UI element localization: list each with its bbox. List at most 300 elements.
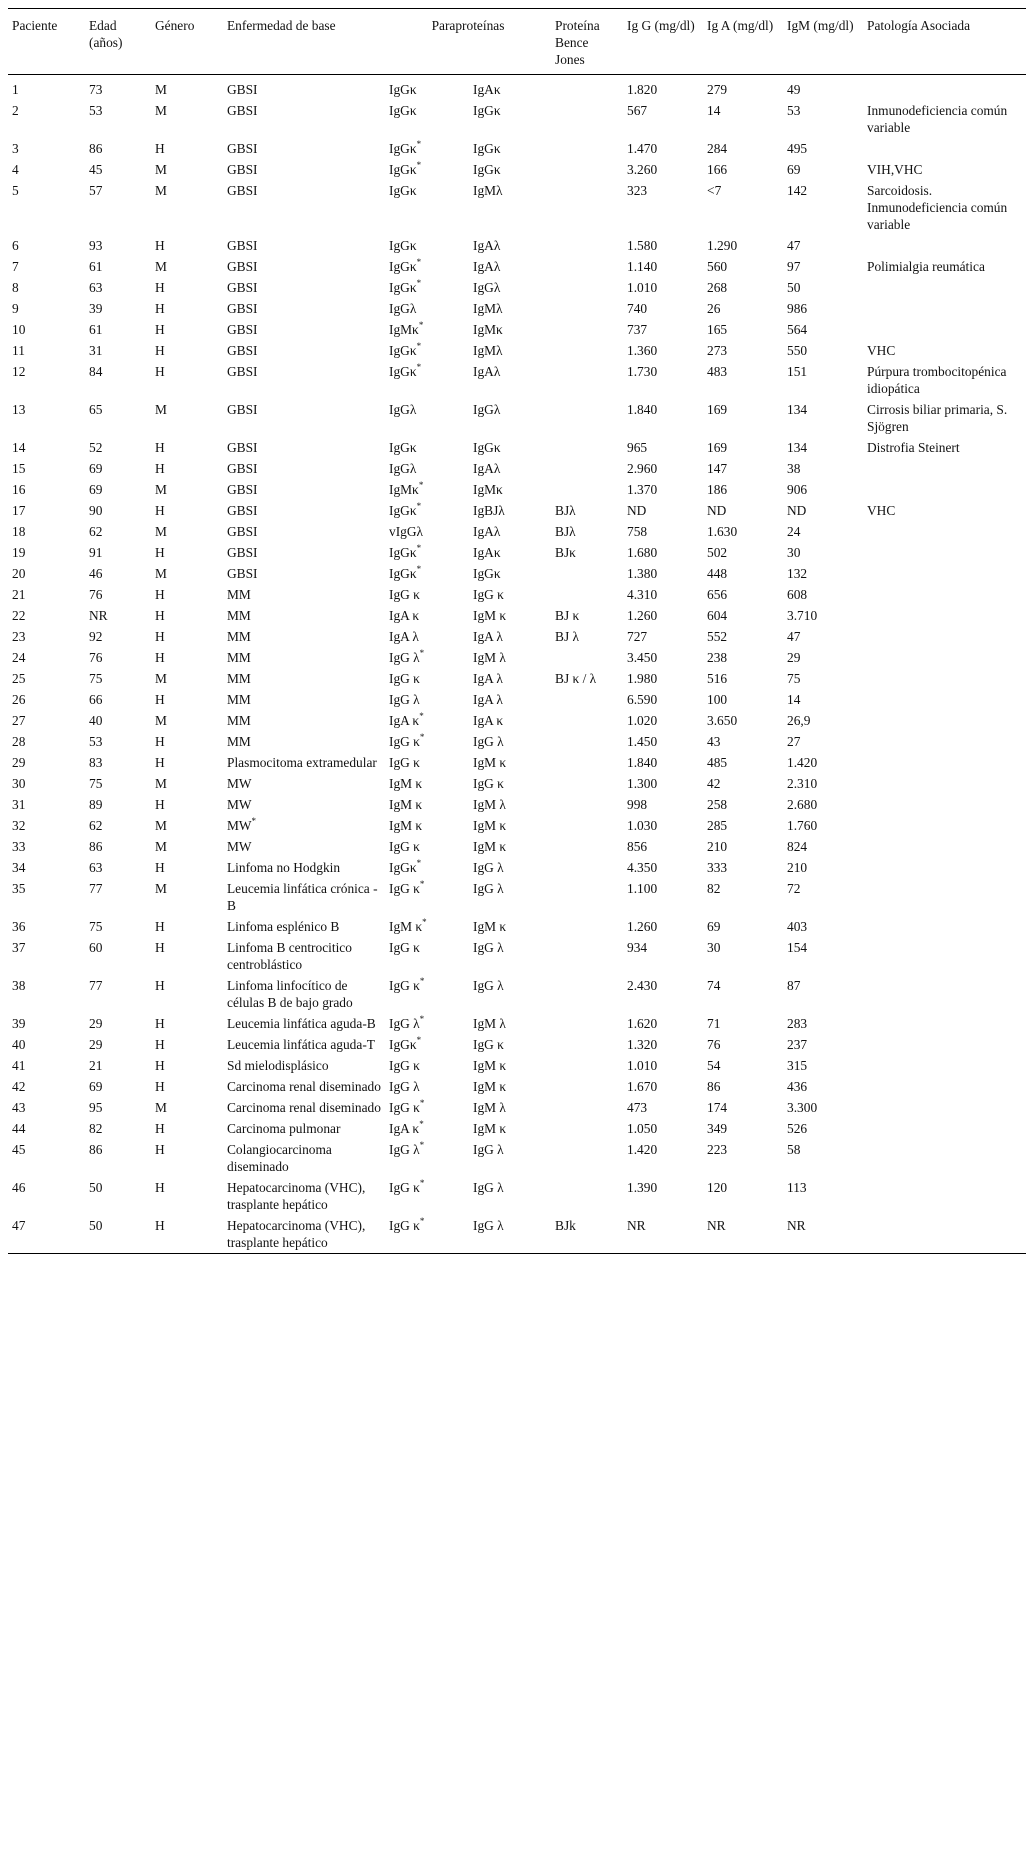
cell-genero-text: H — [155, 364, 165, 379]
paraprotein-table — [8, 8, 1026, 1254]
cell-edad — [85, 916, 151, 937]
cell-genero-text: H — [155, 141, 165, 156]
cell-edad-text: NR — [89, 608, 108, 623]
cell-patologia — [863, 458, 1026, 479]
cell-edad — [85, 752, 151, 773]
cell-iga-text: 210 — [707, 839, 728, 854]
cell-igg — [623, 689, 703, 710]
cell-paraproteina-1 — [385, 710, 469, 731]
cell-paciente-text: 22 — [12, 608, 26, 623]
cell-patologia — [863, 1118, 1026, 1139]
cell-igm — [783, 235, 863, 256]
cell-paraproteina-1 — [385, 340, 469, 361]
cell-iga — [703, 937, 783, 975]
cell-paraproteina-2-text: IgG λ — [473, 978, 504, 993]
cell-enfermedad — [223, 975, 385, 1013]
cell-igg — [623, 180, 703, 235]
cell-paciente — [8, 975, 85, 1013]
cell-paciente — [8, 1118, 85, 1139]
cell-iga-text: 268 — [707, 280, 728, 295]
cell-paraproteina-1 — [385, 500, 469, 521]
cell-igg-text: ND — [627, 503, 647, 518]
table-row — [8, 731, 1026, 752]
cell-patologia — [863, 1055, 1026, 1076]
cell-igg-text: 1.980 — [627, 671, 658, 686]
cell-paraproteina-2-text: IgA λ — [473, 629, 503, 644]
table-row — [8, 1013, 1026, 1034]
cell-paciente — [8, 710, 85, 731]
cell-igm — [783, 626, 863, 647]
cell-edad-text: 62 — [89, 818, 103, 833]
cell-edad-text: 76 — [89, 587, 103, 602]
table-row — [8, 479, 1026, 500]
table-row — [8, 1055, 1026, 1076]
cell-paciente — [8, 857, 85, 878]
cell-paraproteina-1-text: IgM κ — [389, 818, 423, 833]
cell-paciente — [8, 1139, 85, 1177]
cell-igm-text: 495 — [787, 141, 808, 156]
cell-igm — [783, 458, 863, 479]
cell-genero-text: H — [155, 940, 165, 955]
cell-paciente — [8, 256, 85, 277]
cell-paraproteina-2 — [469, 647, 551, 668]
cell-bence-jones-text: BJκ — [555, 545, 576, 560]
cell-genero — [151, 180, 223, 235]
cell-bence-jones — [551, 319, 623, 340]
cell-igg-text: 2.960 — [627, 461, 658, 476]
cell-paciente-text: 39 — [12, 1016, 26, 1031]
cell-enfermedad-text: GBSI — [227, 343, 258, 358]
cell-paraproteina-1 — [385, 752, 469, 773]
cell-paraproteina-1 — [385, 159, 469, 180]
cell-edad — [85, 1076, 151, 1097]
cell-igg-text: 856 — [627, 839, 648, 854]
cell-paraproteina-1-text: vIgGλ — [389, 524, 424, 539]
cell-enfermedad-text: Leucemia linfática aguda-T — [227, 1037, 375, 1052]
cell-genero — [151, 857, 223, 878]
table-row — [8, 1097, 1026, 1118]
cell-patologia — [863, 752, 1026, 773]
cell-genero — [151, 563, 223, 584]
cell-igg — [623, 319, 703, 340]
table-row — [8, 180, 1026, 235]
cell-edad — [85, 138, 151, 159]
cell-paraproteina-2 — [469, 1034, 551, 1055]
cell-igg-text: 737 — [627, 322, 648, 337]
header-igm: IgM (mg/dl) — [787, 18, 854, 33]
table-row — [8, 542, 1026, 563]
cell-iga — [703, 235, 783, 256]
cell-enfermedad-text: MW — [227, 818, 252, 833]
cell-paraproteina-1-text: IgG κ — [389, 755, 420, 770]
cell-igm — [783, 815, 863, 836]
cell-igm-text: 38 — [787, 461, 801, 476]
cell-bence-jones — [551, 437, 623, 458]
cell-iga — [703, 878, 783, 916]
cell-paraproteina-2-text: IgM λ — [473, 650, 506, 665]
cell-patologia — [863, 815, 1026, 836]
cell-igg-text: 1.010 — [627, 280, 658, 295]
cell-iga — [703, 1118, 783, 1139]
cell-paraproteina-2 — [469, 1076, 551, 1097]
cell-paraproteina-2-text: IgM κ — [473, 755, 507, 770]
cell-genero — [151, 319, 223, 340]
cell-paraproteina-2-text: IgG λ — [473, 734, 504, 749]
cell-edad — [85, 1055, 151, 1076]
cell-igg — [623, 1034, 703, 1055]
cell-genero — [151, 1118, 223, 1139]
cell-patologia — [863, 836, 1026, 857]
cell-paciente — [8, 180, 85, 235]
cell-igg — [623, 340, 703, 361]
cell-iga-text: 258 — [707, 797, 728, 812]
cell-igg — [623, 710, 703, 731]
cell-paraproteina-2-text: IgG λ — [473, 881, 504, 896]
cell-bence-jones — [551, 752, 623, 773]
cell-genero — [151, 1055, 223, 1076]
cell-edad — [85, 437, 151, 458]
cell-paciente — [8, 298, 85, 319]
cell-enfermedad-text: GBSI — [227, 566, 258, 581]
cell-iga-text: 165 — [707, 322, 728, 337]
cell-igg — [623, 100, 703, 138]
cell-edad-text: 90 — [89, 503, 103, 518]
cell-paraproteina-1 — [385, 479, 469, 500]
cell-enfermedad-text: GBSI — [227, 82, 258, 97]
cell-paraproteina-2-text: IgMλ — [473, 343, 503, 358]
cell-paraproteina-2 — [469, 752, 551, 773]
cell-paraproteina-2-text: IgGκ — [473, 141, 501, 156]
cell-igm — [783, 361, 863, 399]
cell-iga-text: 552 — [707, 629, 728, 644]
cell-genero-text: M — [155, 82, 167, 97]
cell-edad-text: 52 — [89, 440, 103, 455]
cell-iga — [703, 399, 783, 437]
table-row — [8, 138, 1026, 159]
cell-paciente-text: 37 — [12, 940, 26, 955]
cell-edad-text: 91 — [89, 545, 103, 560]
cell-edad-text: 50 — [89, 1218, 103, 1233]
cell-igm — [783, 319, 863, 340]
cell-enfermedad-text: Carcinoma renal diseminado — [227, 1100, 381, 1115]
cell-paciente-text: 30 — [12, 776, 26, 791]
cell-paraproteina-2 — [469, 159, 551, 180]
cell-bence-jones — [551, 878, 623, 916]
cell-paciente — [8, 1034, 85, 1055]
cell-edad — [85, 521, 151, 542]
cell-iga — [703, 626, 783, 647]
cell-paraproteina-2 — [469, 626, 551, 647]
cell-enfermedad-text: Carcinoma renal diseminado — [227, 1079, 381, 1094]
cell-paraproteina-2 — [469, 1139, 551, 1177]
cell-enfermedad-text: Carcinoma pulmonar — [227, 1121, 341, 1136]
cell-paraproteina-2-text: IgG λ — [473, 940, 504, 955]
cell-genero — [151, 298, 223, 319]
cell-paciente — [8, 100, 85, 138]
cell-paraproteina-1 — [385, 1097, 469, 1118]
cell-igg — [623, 773, 703, 794]
table-row — [8, 521, 1026, 542]
table-row — [8, 975, 1026, 1013]
cell-paciente-text: 7 — [12, 259, 19, 274]
cell-patologia — [863, 180, 1026, 235]
cell-genero — [151, 916, 223, 937]
cell-igg-text: 998 — [627, 797, 648, 812]
cell-igm-text: 26,9 — [787, 713, 811, 728]
cell-igg-text: 1.370 — [627, 482, 658, 497]
cell-iga-text: 516 — [707, 671, 728, 686]
cell-edad-text: 29 — [89, 1016, 103, 1031]
cell-enfermedad — [223, 605, 385, 626]
cell-enfermedad-text: GBSI — [227, 238, 258, 253]
cell-paraproteina-2-text: IgG λ — [473, 860, 504, 875]
cell-iga-text: 656 — [707, 587, 728, 602]
cell-patologia — [863, 500, 1026, 521]
cell-iga-text: 238 — [707, 650, 728, 665]
cell-igg — [623, 479, 703, 500]
cell-paraproteina-2 — [469, 521, 551, 542]
cell-edad — [85, 1177, 151, 1215]
cell-iga — [703, 647, 783, 668]
cell-patologia — [863, 916, 1026, 937]
table-row — [8, 689, 1026, 710]
cell-paraproteina-2 — [469, 180, 551, 235]
cell-paraproteina-2 — [469, 256, 551, 277]
cell-paciente — [8, 361, 85, 399]
cell-bence-jones — [551, 605, 623, 626]
cell-paraproteina-2 — [469, 916, 551, 937]
cell-genero-text: H — [155, 1142, 165, 1157]
cell-igg-text: 1.050 — [627, 1121, 658, 1136]
cell-igg-text: 1.390 — [627, 1180, 658, 1195]
footnote-marker: * — [419, 1215, 425, 1226]
cell-genero-text: H — [155, 587, 165, 602]
cell-enfermedad — [223, 1076, 385, 1097]
cell-paraproteina-2-text: IgM λ — [473, 1016, 506, 1031]
cell-paraproteina-1 — [385, 794, 469, 815]
cell-bence-jones — [551, 794, 623, 815]
cell-igg — [623, 458, 703, 479]
cell-paraproteina-1-text: IgM κ — [389, 919, 423, 934]
cell-enfermedad-text: GBSI — [227, 301, 258, 316]
cell-genero — [151, 1013, 223, 1034]
table-row — [8, 605, 1026, 626]
cell-paciente — [8, 752, 85, 773]
cell-paraproteina-1 — [385, 100, 469, 138]
cell-patologia — [863, 710, 1026, 731]
cell-paciente-text: 25 — [12, 671, 26, 686]
cell-iga — [703, 100, 783, 138]
cell-iga — [703, 298, 783, 319]
table-row — [8, 1177, 1026, 1215]
cell-iga — [703, 752, 783, 773]
cell-paraproteina-1 — [385, 361, 469, 399]
cell-enfermedad — [223, 340, 385, 361]
cell-igm — [783, 937, 863, 975]
cell-paciente-text: 23 — [12, 629, 26, 644]
cell-edad-text: 66 — [89, 692, 103, 707]
cell-paciente — [8, 159, 85, 180]
cell-iga-text: 43 — [707, 734, 721, 749]
cell-patologia — [863, 159, 1026, 180]
cell-paraproteina-1-text: IgGκ — [389, 1037, 417, 1052]
footnote-marker: * — [416, 542, 422, 553]
cell-igm-text: 526 — [787, 1121, 808, 1136]
cell-enfermedad-text: MM — [227, 671, 251, 686]
cell-bence-jones — [551, 340, 623, 361]
cell-genero-text: H — [155, 919, 165, 934]
cell-paraproteina-1-text: IgG λ — [389, 650, 420, 665]
cell-enfermedad-text: GBSI — [227, 103, 258, 118]
cell-genero — [151, 1139, 223, 1177]
cell-paraproteina-2-text: IgG λ — [473, 1180, 504, 1195]
cell-paciente-text: 10 — [12, 322, 26, 337]
cell-paraproteina-1 — [385, 1215, 469, 1254]
cell-igm-text: ND — [787, 503, 807, 518]
cell-paraproteina-1-text: IgG κ — [389, 1100, 420, 1115]
cell-paraproteina-1-text: IgGκ — [389, 82, 417, 97]
cell-bence-jones-text: BJλ — [555, 524, 576, 539]
cell-igg-text: 3.450 — [627, 650, 658, 665]
cell-igm — [783, 1139, 863, 1177]
cell-igm-text: 50 — [787, 280, 801, 295]
footnote-marker: * — [416, 340, 422, 351]
cell-iga — [703, 500, 783, 521]
footnote-marker: * — [418, 319, 424, 330]
cell-enfermedad — [223, 1118, 385, 1139]
cell-edad-text: 73 — [89, 82, 103, 97]
cell-iga — [703, 340, 783, 361]
cell-genero — [151, 1034, 223, 1055]
cell-paraproteina-1-text: IgG λ — [389, 1142, 420, 1157]
cell-enfermedad-text: Linfoma esplénico B — [227, 919, 340, 934]
cell-paraproteina-1-text: IgGκ — [389, 440, 417, 455]
cell-paciente — [8, 75, 85, 101]
cell-paraproteina-2 — [469, 668, 551, 689]
cell-igm-text: 29 — [787, 650, 801, 665]
cell-paciente — [8, 340, 85, 361]
cell-enfermedad-text: GBSI — [227, 322, 258, 337]
cell-patologia — [863, 1139, 1026, 1177]
cell-iga-text: 166 — [707, 162, 728, 177]
cell-paciente-text: 43 — [12, 1100, 26, 1115]
cell-genero-text: H — [155, 860, 165, 875]
cell-paciente — [8, 479, 85, 500]
cell-enfermedad — [223, 626, 385, 647]
cell-paciente-text: 41 — [12, 1058, 26, 1073]
cell-edad — [85, 75, 151, 101]
cell-patologia-text: Polimialgia reumática — [867, 259, 985, 274]
cell-igm-text: 2.680 — [787, 797, 818, 812]
cell-enfermedad — [223, 180, 385, 235]
cell-enfermedad-text: GBSI — [227, 259, 258, 274]
cell-paraproteina-1 — [385, 975, 469, 1013]
cell-enfermedad — [223, 752, 385, 773]
cell-paciente — [8, 1076, 85, 1097]
cell-igm — [783, 605, 863, 626]
cell-igg — [623, 878, 703, 916]
cell-genero — [151, 626, 223, 647]
cell-edad — [85, 256, 151, 277]
cell-patologia-text: VIH,VHC — [867, 162, 923, 177]
cell-iga-text: 100 — [707, 692, 728, 707]
cell-edad-text: 40 — [89, 713, 103, 728]
cell-paraproteina-1-text: IgG κ — [389, 1180, 420, 1195]
cell-igg — [623, 159, 703, 180]
cell-igm-text: 210 — [787, 860, 808, 875]
cell-genero — [151, 752, 223, 773]
cell-genero-text: H — [155, 978, 165, 993]
cell-patologia — [863, 437, 1026, 458]
cell-bence-jones — [551, 1013, 623, 1034]
cell-enfermedad — [223, 458, 385, 479]
cell-enfermedad-text: GBSI — [227, 482, 258, 497]
cell-edad-text: 65 — [89, 402, 103, 417]
cell-paciente-text: 27 — [12, 713, 26, 728]
cell-paraproteina-1-text: IgGκ — [389, 162, 417, 177]
cell-enfermedad-text: MM — [227, 713, 251, 728]
cell-patologia — [863, 563, 1026, 584]
cell-igg-text: 1.580 — [627, 238, 658, 253]
cell-paciente-text: 38 — [12, 978, 26, 993]
cell-igm-text: 142 — [787, 183, 808, 198]
cell-paraproteina-1 — [385, 319, 469, 340]
cell-iga-text: 30 — [707, 940, 721, 955]
cell-paraproteina-1-text: IgGκ — [389, 364, 417, 379]
cell-edad — [85, 731, 151, 752]
cell-igg-text: 1.840 — [627, 755, 658, 770]
footnote-marker: * — [419, 975, 425, 986]
cell-paraproteina-1 — [385, 773, 469, 794]
cell-paraproteina-1-text: IgG κ — [389, 978, 420, 993]
cell-iga — [703, 773, 783, 794]
cell-igm — [783, 1055, 863, 1076]
cell-edad — [85, 458, 151, 479]
cell-igm-text: 403 — [787, 919, 808, 934]
cell-enfermedad-text: GBSI — [227, 524, 258, 539]
cell-paraproteina-1-text: IgG λ — [389, 692, 420, 707]
cell-igg — [623, 399, 703, 437]
cell-paraproteina-2-text: IgMκ — [473, 322, 503, 337]
cell-paciente — [8, 1177, 85, 1215]
cell-patologia — [863, 937, 1026, 975]
cell-enfermedad-text: MW — [227, 776, 252, 791]
cell-enfermedad — [223, 836, 385, 857]
table-row — [8, 1139, 1026, 1177]
cell-igm — [783, 277, 863, 298]
cell-paraproteina-1-text: IgG λ — [389, 1016, 420, 1031]
cell-enfermedad — [223, 773, 385, 794]
cell-igg-text: 965 — [627, 440, 648, 455]
footnote-marker: * — [419, 1139, 425, 1150]
cell-enfermedad-text: Plasmocitoma extramedular — [227, 755, 377, 770]
cell-patologia — [863, 1013, 1026, 1034]
cell-edad-text: 76 — [89, 650, 103, 665]
cell-paciente-text: 1 — [12, 82, 19, 97]
cell-iga-text: NR — [707, 1218, 726, 1233]
cell-paraproteina-2-text: IgGκ — [473, 162, 501, 177]
cell-bence-jones — [551, 773, 623, 794]
cell-paciente — [8, 605, 85, 626]
cell-enfermedad — [223, 138, 385, 159]
cell-igg-text: 1.470 — [627, 141, 658, 156]
cell-paraproteina-1 — [385, 75, 469, 101]
cell-paciente — [8, 937, 85, 975]
cell-genero-text: M — [155, 839, 167, 854]
cell-genero — [151, 138, 223, 159]
cell-paraproteina-1 — [385, 399, 469, 437]
cell-iga — [703, 857, 783, 878]
